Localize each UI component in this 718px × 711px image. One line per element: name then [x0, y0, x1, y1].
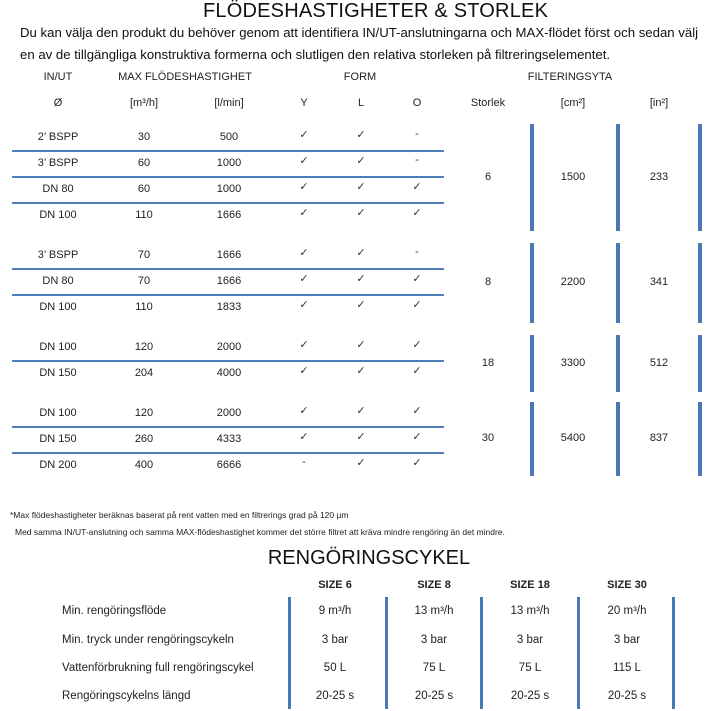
group-separator-bar — [698, 243, 702, 323]
size-cell: 30 — [481, 432, 495, 444]
group-separator-bar — [530, 124, 534, 231]
group-separator-bar — [698, 402, 702, 476]
cleaning-value-cell: 20-25 s — [315, 690, 355, 702]
flow-lmin-cell: 2000 — [216, 341, 242, 353]
cleaning-value-cell: 50 L — [323, 662, 347, 674]
area-in2-cell: 837 — [649, 432, 669, 444]
form-o-cell: ✓ — [412, 405, 422, 417]
form-y-cell: ✓ — [299, 299, 309, 311]
row-divider — [12, 150, 444, 152]
flow-lmin-cell: 6666 — [216, 459, 242, 471]
form-l-cell: ✓ — [356, 405, 366, 417]
flow-m3h-cell: 120 — [134, 341, 154, 353]
size-cell: 6 — [484, 171, 492, 183]
footnote-2: Med samma IN/UT-anslutning och samma MAX-flödeshastighet kommer det större filtret att kräva mindre rengöring än det mindre. — [15, 527, 505, 537]
header-unit-in2: [in²] — [649, 97, 669, 109]
header-size: Storlek — [470, 97, 506, 109]
form-y-cell: ✓ — [299, 339, 309, 351]
connection-cell: DN 200 — [39, 459, 77, 471]
cleaning-value-cell: 13 m³/h — [414, 605, 454, 617]
form-y-cell: - — [302, 456, 306, 468]
header-maxflow: MAX FLÖDESHASTIGHET — [118, 71, 252, 83]
form-l-cell: ✓ — [356, 273, 366, 285]
cleaning-column-bar — [288, 597, 291, 709]
header-unit-lmin: [l/min] — [214, 97, 244, 109]
group-separator-bar — [698, 124, 702, 231]
flow-lmin-cell: 4000 — [216, 367, 242, 379]
area-in2-cell: 341 — [649, 276, 669, 288]
cleaning-size-header: SIZE 18 — [510, 579, 550, 591]
cleaning-value-cell: 75 L — [518, 662, 542, 674]
row-divider — [12, 360, 444, 362]
cleaning-row-label: Rengöringscykelns längd — [62, 690, 191, 702]
form-y-cell: ✓ — [299, 155, 309, 167]
connection-cell: DN 80 — [42, 183, 74, 195]
cleaning-value-cell: 75 L — [422, 662, 446, 674]
cleaning-value-cell: 3 bar — [516, 634, 544, 646]
cleaning-value-cell: 3 bar — [420, 634, 448, 646]
cleaning-column-bar — [672, 597, 675, 709]
flow-m3h-cell: 110 — [135, 209, 153, 221]
form-l-cell: ✓ — [356, 129, 366, 141]
cleaning-column-bar — [385, 597, 388, 709]
group-separator-bar — [616, 124, 620, 231]
header-unit-cm2: [cm²] — [560, 97, 586, 109]
cleaning-value-cell: 20-25 s — [414, 690, 454, 702]
connection-cell: DN 100 — [39, 341, 77, 353]
area-cm2-cell: 2200 — [560, 276, 586, 288]
form-l-cell: ✓ — [356, 181, 366, 193]
cleaning-value-cell: 20-25 s — [607, 690, 647, 702]
cleaning-value-cell: 20 m³/h — [607, 605, 647, 617]
flow-m3h-cell: 60 — [137, 183, 151, 195]
cleaning-value-cell: 3 bar — [613, 634, 641, 646]
cleaning-value-cell: 3 bar — [321, 634, 349, 646]
form-y-cell: ✓ — [299, 431, 309, 443]
connection-cell: DN 80 — [42, 275, 74, 287]
group-separator-bar — [616, 243, 620, 323]
group-separator-bar — [530, 402, 534, 476]
form-o-cell: ✓ — [412, 431, 422, 443]
cleaning-size-header: SIZE 8 — [417, 579, 451, 591]
connection-cell: DN 100 — [39, 301, 77, 313]
flow-m3h-cell: 70 — [137, 275, 151, 287]
cleaning-size-header: SIZE 30 — [607, 579, 647, 591]
group-separator-bar — [616, 402, 620, 476]
form-o-cell: - — [415, 154, 419, 166]
flow-lmin-cell: 4333 — [216, 433, 242, 445]
cleaning-value-cell: 13 m³/h — [510, 605, 550, 617]
group-separator-bar — [616, 335, 620, 392]
form-o-cell: ✓ — [412, 207, 422, 219]
flow-m3h-cell: 120 — [134, 407, 154, 419]
cleaning-row-label: Vattenförbrukning full rengöringscykel — [62, 662, 254, 674]
form-l-cell: ✓ — [356, 155, 366, 167]
flow-lmin-cell: 500 — [219, 131, 239, 143]
footnote-1: *Max flödeshastigheter beräknas baserat på rent vatten med en filtrerings grad på 120 µm — [10, 510, 349, 520]
cleaning-row-label: Min. tryck under rengöringscykeln — [62, 634, 234, 646]
form-o-cell: - — [415, 246, 419, 258]
row-divider — [12, 202, 444, 204]
flow-m3h-cell: 110 — [135, 301, 153, 313]
cleaning-column-bar — [577, 597, 580, 709]
form-l-cell: ✓ — [356, 299, 366, 311]
header-filter: FILTERINGSYTA — [527, 71, 613, 83]
flow-m3h-cell: 400 — [134, 459, 154, 471]
form-l-cell: ✓ — [356, 365, 366, 377]
header-form-o: O — [412, 97, 422, 109]
area-in2-cell: 233 — [649, 171, 669, 183]
flow-m3h-cell: 70 — [137, 249, 151, 261]
flow-lmin-cell: 1000 — [216, 157, 242, 169]
row-divider — [12, 294, 444, 296]
flow-lmin-cell: 1666 — [216, 249, 242, 261]
flow-lmin-cell: 1666 — [216, 275, 242, 287]
connection-cell: 3’ BSPP — [37, 157, 79, 169]
form-o-cell: ✓ — [412, 273, 422, 285]
form-y-cell: ✓ — [299, 207, 309, 219]
connection-cell: DN 100 — [39, 407, 77, 419]
intro-line-1: Du kan välja den produkt du behöver genom att identifiera IN/UT-anslutningarna och MAX-flödet först och sedan välj — [20, 25, 699, 40]
form-y-cell: ✓ — [299, 181, 309, 193]
form-y-cell: ✓ — [299, 365, 309, 377]
intro-line-2: en av de tillgängliga konstruktiva formerna och slutligen den relativa storleken på filtreringselementet. — [20, 47, 611, 62]
header-form-y: Y — [300, 97, 308, 109]
connection-cell: 3’ BSPP — [37, 249, 79, 261]
cleaning-column-bar — [480, 597, 483, 709]
header-diameter: Ø — [53, 97, 63, 109]
cleaning-value-cell: 20-25 s — [510, 690, 550, 702]
group-separator-bar — [698, 335, 702, 392]
connection-cell: 2’ BSPP — [37, 131, 79, 143]
group-separator-bar — [530, 335, 534, 392]
form-o-cell: ✓ — [412, 457, 422, 469]
area-in2-cell: 512 — [649, 357, 669, 369]
connection-cell: DN 100 — [39, 209, 77, 221]
header-form: FORM — [343, 71, 377, 83]
cleaning-title: RENGÖRINGSCYKEL — [267, 547, 471, 569]
area-cm2-cell: 1500 — [560, 171, 586, 183]
header-unit-m3h: [m³/h] — [129, 97, 159, 109]
form-y-cell: ✓ — [299, 273, 309, 285]
form-l-cell: ✓ — [356, 247, 366, 259]
row-divider — [12, 426, 444, 428]
form-l-cell: ✓ — [356, 431, 366, 443]
size-cell: 18 — [481, 357, 495, 369]
area-cm2-cell: 3300 — [560, 357, 586, 369]
form-l-cell: ✓ — [356, 207, 366, 219]
row-divider — [12, 452, 444, 454]
cleaning-size-header: SIZE 6 — [318, 579, 352, 591]
connection-cell: DN 150 — [39, 433, 77, 445]
form-y-cell: ✓ — [299, 247, 309, 259]
connection-cell: DN 150 — [39, 367, 77, 379]
size-cell: 8 — [484, 276, 492, 288]
form-l-cell: ✓ — [356, 457, 366, 469]
area-cm2-cell: 5400 — [560, 432, 586, 444]
form-y-cell: ✓ — [299, 129, 309, 141]
form-o-cell: ✓ — [412, 339, 422, 351]
form-o-cell: ✓ — [412, 299, 422, 311]
cleaning-value-cell: 115 L — [613, 662, 641, 674]
header-form-l: L — [357, 97, 365, 109]
cleaning-row-label: Min. rengöringsflöde — [62, 605, 167, 617]
page-title: FLÖDESHASTIGHETER & STORLEK — [203, 0, 549, 22]
flow-lmin-cell: 1666 — [216, 209, 242, 221]
flow-lmin-cell: 2000 — [216, 407, 242, 419]
row-divider — [12, 176, 444, 178]
form-y-cell: ✓ — [299, 405, 309, 417]
header-inout: IN/UT — [43, 71, 73, 83]
group-separator-bar — [530, 243, 534, 323]
flow-lmin-cell: 1833 — [216, 301, 242, 313]
flow-lmin-cell: 1000 — [216, 183, 242, 195]
form-o-cell: ✓ — [412, 181, 422, 193]
form-o-cell: ✓ — [412, 365, 422, 377]
row-divider — [12, 268, 444, 270]
flow-m3h-cell: 260 — [134, 433, 154, 445]
form-l-cell: ✓ — [356, 339, 366, 351]
flow-m3h-cell: 30 — [137, 131, 151, 143]
flow-m3h-cell: 204 — [134, 367, 154, 379]
cleaning-value-cell: 9 m³/h — [318, 605, 352, 617]
flow-m3h-cell: 60 — [137, 157, 151, 169]
form-o-cell: - — [415, 128, 419, 140]
